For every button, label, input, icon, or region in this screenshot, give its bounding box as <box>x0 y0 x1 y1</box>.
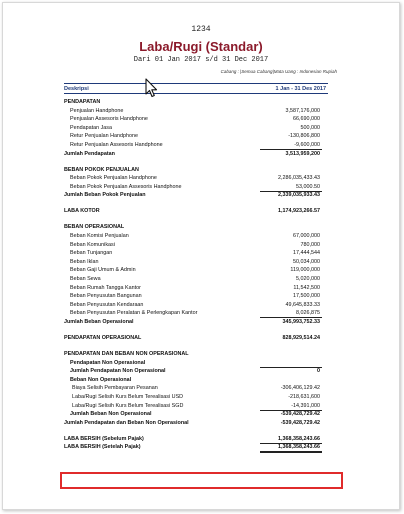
table-header <box>64 83 328 94</box>
row-value: 53,000.50 <box>296 183 320 190</box>
report-row <box>64 241 328 249</box>
row-label: PENDAPATAN DAN BEBAN NON OPERASIONAL <box>64 351 189 357</box>
report-row <box>64 166 328 174</box>
row-label: PENDAPATAN <box>64 99 101 105</box>
row-label: LABA BERSIH (Setelah Pajak) <box>64 444 141 451</box>
row-label: Penjualan Assesoris Handphone <box>70 116 148 123</box>
sum-rule <box>260 367 322 368</box>
row-label: Jumlah Beban Pokok Penjualan <box>64 192 146 199</box>
report-row <box>64 384 328 392</box>
report-row <box>64 367 328 375</box>
report-row <box>64 309 328 317</box>
report-period: Dari 01 Jan 2017 s/d 31 Dec 2017 <box>133 56 269 64</box>
report-row <box>64 132 328 140</box>
row-label: Retur Penjualan Handphone <box>70 133 139 140</box>
row-label: Retur Penjualan Assesoris Handphone <box>70 142 163 148</box>
report-row <box>64 292 328 300</box>
row-label: Beban Komunikasi <box>70 241 115 248</box>
row-value: 67,000,000 <box>293 233 320 239</box>
report-row <box>64 223 328 231</box>
row-value: 2,286,035,433.43 <box>278 175 320 182</box>
row-value: 8,026,875 <box>296 310 320 317</box>
report-row <box>64 275 328 283</box>
row-label: Beban Tunjangan <box>70 250 113 257</box>
report-row <box>64 318 328 326</box>
report-row <box>64 350 328 358</box>
row-value: 1,368,358,243.66 <box>278 435 320 442</box>
row-label: Penjualan Handphone <box>70 107 124 114</box>
row-label: Beban Komisi Penjualan <box>70 233 129 239</box>
mouse-cursor-icon <box>145 78 159 98</box>
row-label: Beban Penyusutan Peralatan & Perlengkapan Kantor <box>70 310 198 317</box>
row-value: 500,000 <box>300 124 320 131</box>
row-label: Jumlah Pendapatan <box>64 150 115 157</box>
report-row <box>64 115 328 123</box>
report-row <box>64 435 328 443</box>
row-label: Beban Pokok Penjualan Assesoris Handphone <box>70 183 182 190</box>
row-value: 17,444,544 <box>293 250 320 257</box>
header-top-rule <box>64 83 328 84</box>
report-row <box>64 141 328 149</box>
report-row <box>64 419 328 427</box>
row-label: Beban Sewa <box>70 276 101 282</box>
row-label: Jumlah Pendapatan dan Beban Non Operasional <box>64 419 189 426</box>
report-row <box>64 334 328 342</box>
report-filters: Cabang : |Semua Cabang|Mata Uang : Indonesian Rupiah <box>220 69 337 74</box>
row-value: -9,600,000 <box>294 142 320 148</box>
row-value: 5,020,000 <box>296 276 320 282</box>
column-description: Deskripsi <box>64 86 89 92</box>
row-value: 66,690,000 <box>293 116 320 123</box>
report-row <box>64 301 328 309</box>
report-row <box>64 284 328 292</box>
row-label: Beban Non Operasional <box>70 376 132 383</box>
report-row <box>64 258 328 266</box>
row-value: 17,500,000 <box>293 293 320 300</box>
row-label: Jumlah Beban Non Operasional <box>70 411 152 418</box>
double-rule <box>260 451 322 453</box>
report-row <box>64 249 328 257</box>
row-value: 49,645,833.33 <box>285 301 320 308</box>
row-label: Pendapatan Non Operasional <box>70 359 146 366</box>
row-value: 345,993,752.33 <box>282 319 320 325</box>
row-value: -130,806,800 <box>288 133 320 140</box>
row-label: Pendapatan Jasa <box>70 124 112 131</box>
row-label: Jumlah Pendapatan Non Operasional <box>70 368 166 375</box>
row-value: 11,542,500 <box>293 284 320 291</box>
row-value: -218,631,600 <box>288 394 320 400</box>
report-row <box>64 191 328 199</box>
report-row <box>64 107 328 115</box>
row-label: BEBAN POKOK PENJUALAN <box>64 166 139 173</box>
row-label: Beban Rumah Tangga Kantor <box>70 284 141 291</box>
highlight-box <box>60 472 343 489</box>
column-period: 1 Jan - 31 Des 2017 <box>275 86 326 92</box>
row-value: 3,513,959,200 <box>285 150 320 157</box>
report-title: Laba/Rugi (Standar) <box>139 39 263 54</box>
report-row <box>64 359 328 367</box>
report-row <box>64 443 328 451</box>
row-label: Laba/Rugi Selisih Kurs Belum Terealisasi USD <box>72 394 184 400</box>
header-bottom-rule <box>64 93 328 94</box>
row-label: Beban Penyusutan Bangunan <box>70 293 142 300</box>
row-label: Laba/Rugi Selisih Kurs Belum Terealisasi SGD <box>72 402 184 409</box>
row-value: 1,368,358,243.66 <box>278 444 320 451</box>
row-label: Beban Pokok Penjualan Handphone <box>70 175 157 182</box>
row-label: Beban Iklan <box>70 258 99 265</box>
row-label: Jumlah Beban Operasional <box>64 319 134 325</box>
row-value: 119,000,000 <box>290 267 320 274</box>
report-code: 1234 <box>191 25 211 34</box>
row-value: 3,587,176,000 <box>285 107 320 114</box>
row-value: 1,174,923,266.57 <box>278 208 320 215</box>
row-value: -539,428,729.42 <box>280 419 320 426</box>
report-row <box>64 150 328 158</box>
report-row <box>64 393 328 401</box>
row-label: BEBAN OPERASIONAL <box>64 224 125 231</box>
row-value: -14,391,000 <box>291 402 320 409</box>
report-row <box>64 207 328 215</box>
report-row <box>64 232 328 240</box>
report-row <box>64 124 328 132</box>
report-row <box>64 376 328 384</box>
row-label: LABA KOTOR <box>64 208 100 215</box>
row-label: PENDAPATAN OPERASIONAL <box>64 335 142 341</box>
row-value: 2,339,035,933.43 <box>278 192 320 199</box>
row-value: 828,929,514.24 <box>282 335 320 341</box>
row-label: LABA BERSIH (Sebelum Pajak) <box>64 435 144 442</box>
row-label: Biaya Selisih Pembayaran Pesanan <box>72 385 158 392</box>
row-value: -539,428,729.42 <box>280 411 320 418</box>
row-value: 50,034,000 <box>293 258 320 265</box>
report-row <box>64 183 328 191</box>
row-value: -306,406,129.42 <box>280 385 320 392</box>
report-row <box>64 174 328 182</box>
row-value: 0 <box>317 368 320 375</box>
row-label: Beban Penyusutan Kendaraan <box>70 301 144 308</box>
row-value: 780,000 <box>300 241 320 248</box>
report-row <box>64 410 328 418</box>
report-row <box>64 266 328 274</box>
row-label: Beban Gaji Umum & Admin <box>70 267 136 274</box>
report-row <box>64 98 328 106</box>
report-row <box>64 402 328 410</box>
